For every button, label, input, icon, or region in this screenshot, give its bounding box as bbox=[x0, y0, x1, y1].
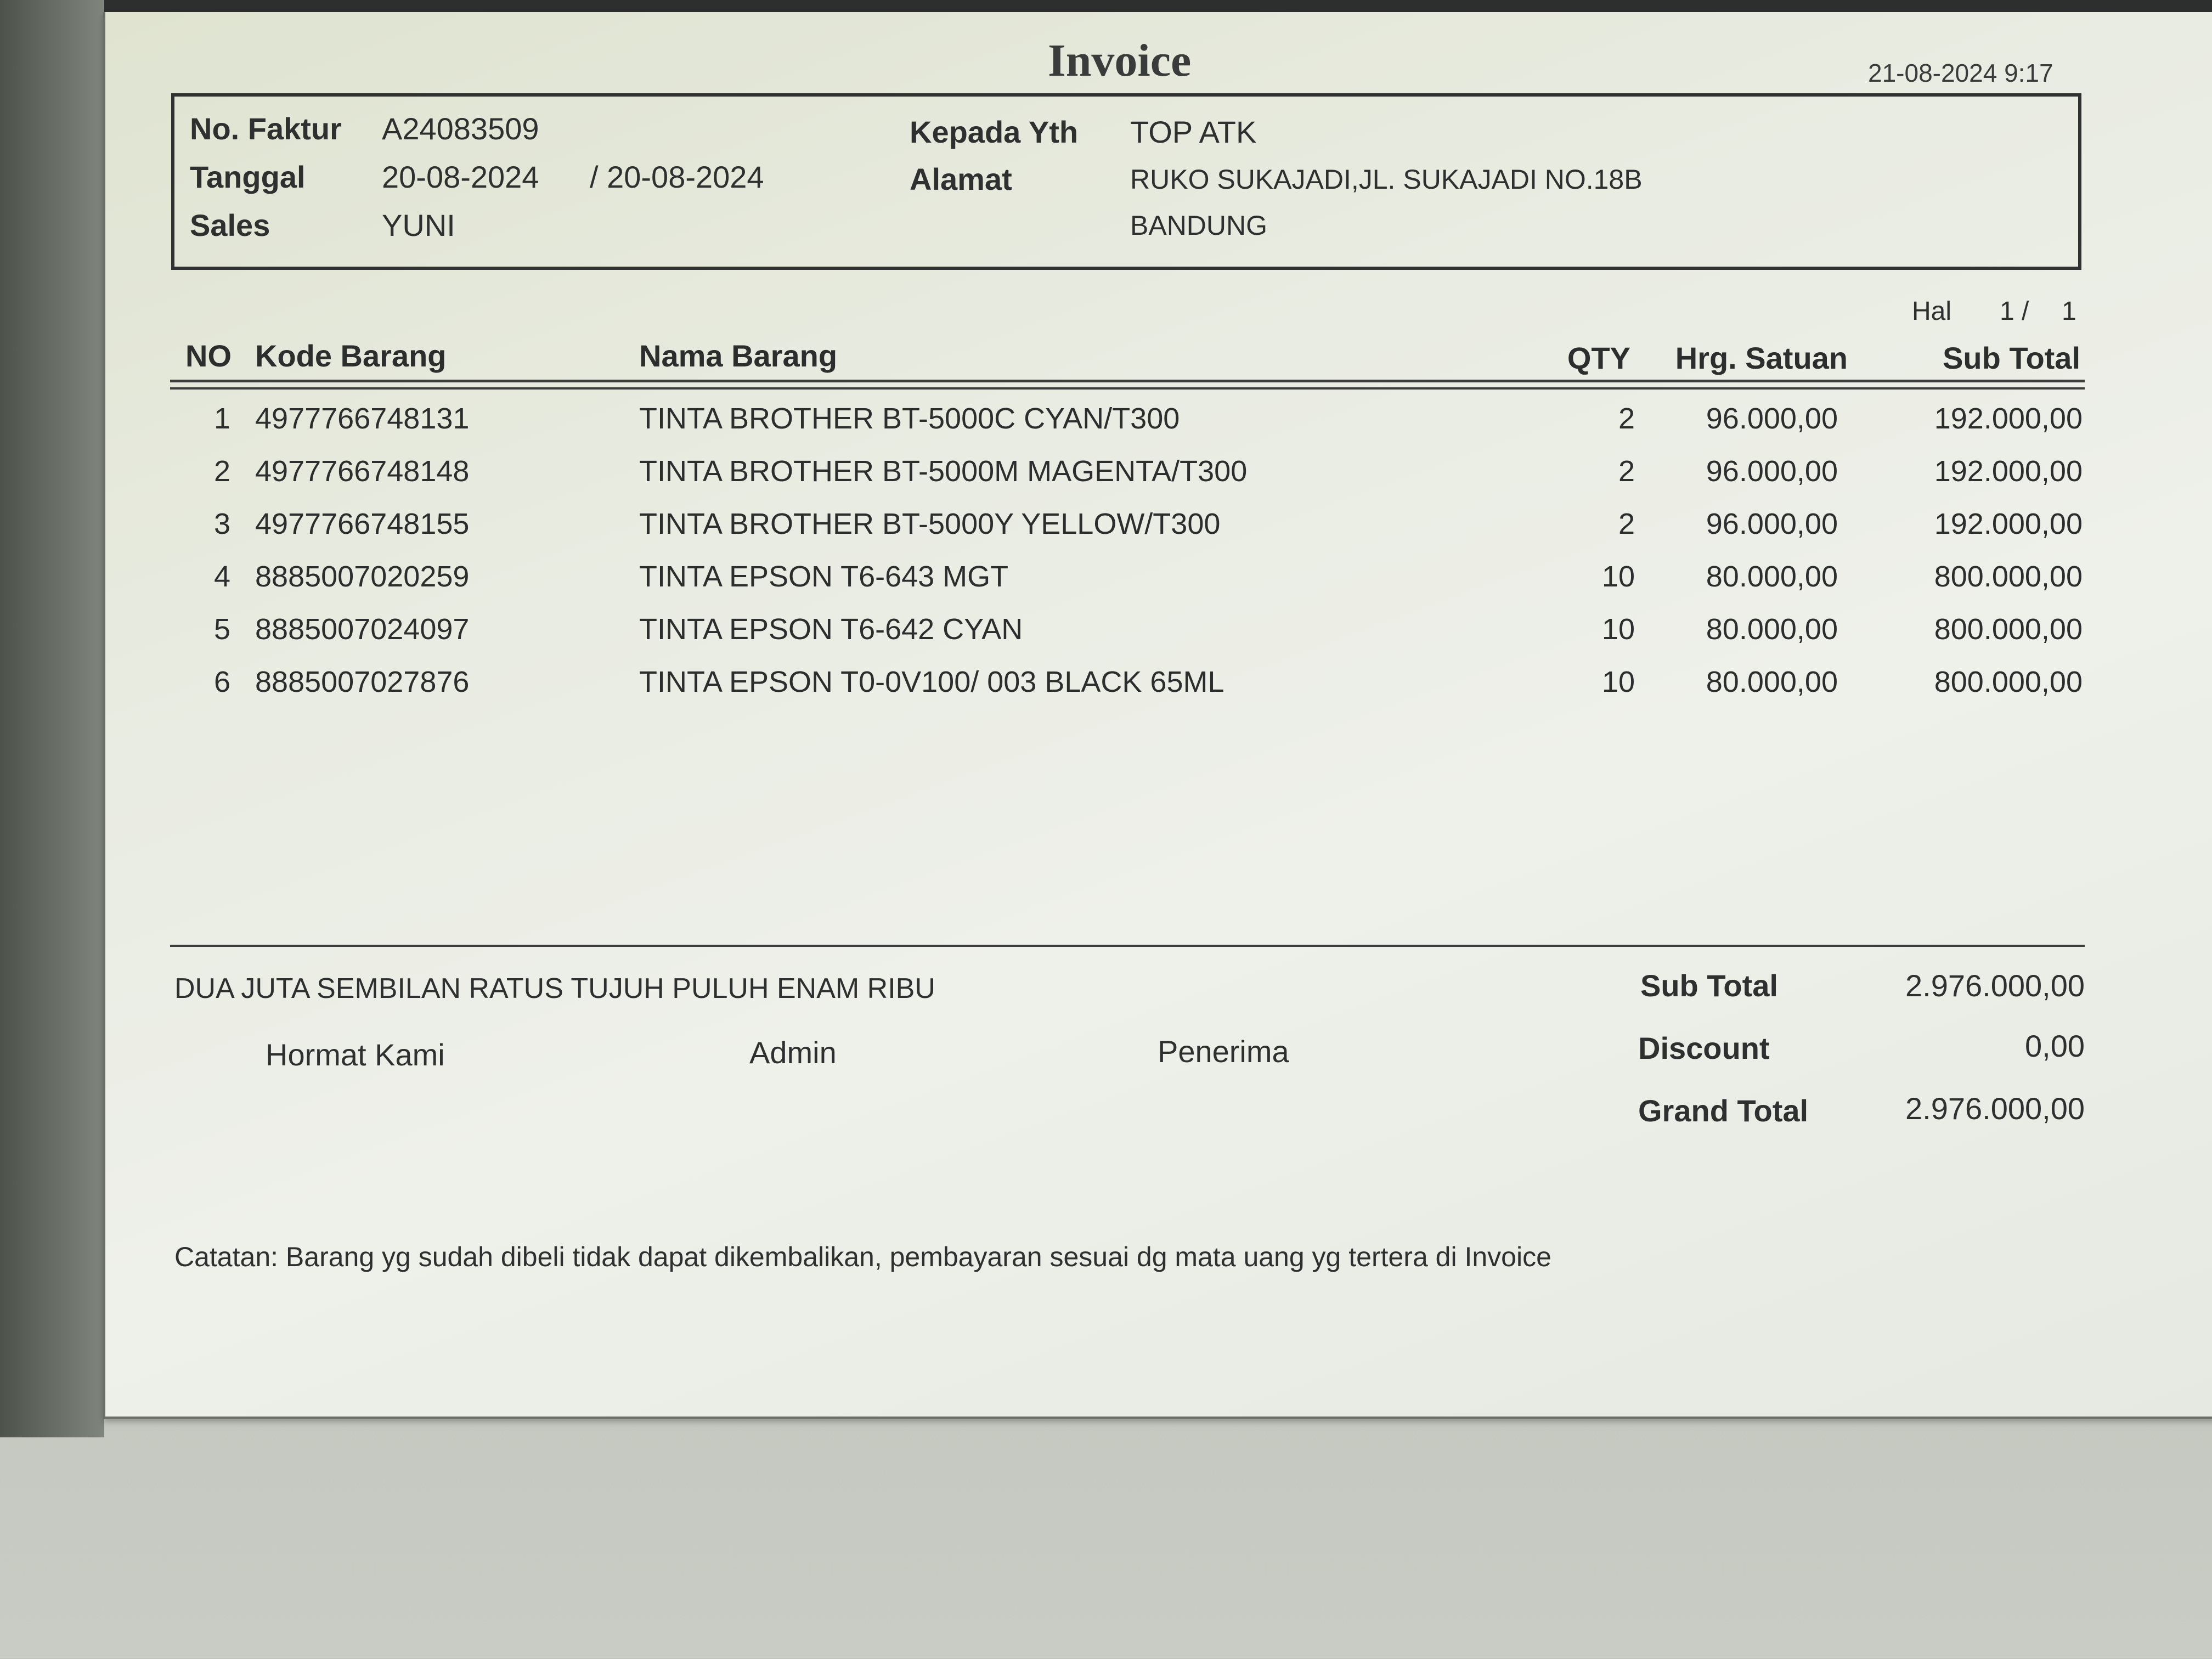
invoice-note: Catatan: Barang yg sudah dibeli tidak dapat dikembalikan, pembayaran sesuai dg mata uang yg tertera di Invoice bbox=[174, 1242, 1551, 1272]
row-qty: 2 bbox=[1618, 402, 1635, 435]
header-rule-top bbox=[170, 380, 2085, 382]
page-label: Hal bbox=[1912, 297, 1952, 326]
row-nama-barang: TINTA EPSON T0-0V100/ 003 BLACK 65ML bbox=[639, 665, 1224, 698]
alamat-line-2: BANDUNG bbox=[1130, 210, 1268, 241]
kepada-value: TOP ATK bbox=[1130, 115, 1257, 149]
column-header-qty: QTY bbox=[1567, 341, 1630, 375]
row-subtotal: 192.000,00 bbox=[1934, 402, 2083, 435]
row-no: 1 bbox=[213, 402, 230, 435]
row-subtotal: 800.000,00 bbox=[1934, 560, 2083, 593]
row-qty: 2 bbox=[1618, 507, 1635, 540]
row-harga-satuan: 80.000,00 bbox=[1706, 665, 1838, 698]
row-no: 4 bbox=[213, 560, 230, 593]
column-header-nama: Nama Barang bbox=[639, 338, 838, 373]
tanggal-due-value: / 20-08-2024 bbox=[590, 160, 764, 194]
row-kode-barang: 4977766748131 bbox=[255, 402, 470, 435]
sales-label: Sales bbox=[190, 208, 270, 242]
column-header-no: NO bbox=[185, 338, 232, 373]
row-kode-barang: 4977766748155 bbox=[255, 507, 470, 540]
column-header-harga: Hrg. Satuan bbox=[1675, 341, 1848, 375]
row-subtotal: 192.000,00 bbox=[1934, 507, 2083, 540]
row-nama-barang: TINTA EPSON T6-643 MGT bbox=[639, 560, 1009, 593]
row-harga-satuan: 96.000,00 bbox=[1706, 402, 1838, 435]
no-faktur-label: No. Faktur bbox=[190, 111, 342, 146]
header-rule-bottom bbox=[170, 387, 2085, 390]
alamat-label: Alamat bbox=[910, 162, 1012, 196]
row-nama-barang: TINTA BROTHER BT-5000Y YELLOW/T300 bbox=[639, 507, 1221, 540]
kepada-label: Kepada Yth bbox=[910, 115, 1079, 149]
row-nama-barang: TINTA BROTHER BT-5000C CYAN/T300 bbox=[639, 402, 1180, 435]
signature-admin: Admin bbox=[749, 1035, 837, 1070]
row-harga-satuan: 96.000,00 bbox=[1706, 507, 1838, 540]
row-harga-satuan: 80.000,00 bbox=[1706, 613, 1838, 646]
row-qty: 10 bbox=[1601, 665, 1635, 698]
subtotal-label: Sub Total bbox=[1640, 968, 1778, 1003]
signature-hormat-kami: Hormat Kami bbox=[266, 1037, 445, 1072]
row-harga-satuan: 96.000,00 bbox=[1706, 455, 1838, 488]
row-nama-barang: TINTA EPSON T6-642 CYAN bbox=[639, 613, 1023, 646]
row-no: 5 bbox=[213, 613, 230, 646]
row-qty: 2 bbox=[1618, 455, 1635, 488]
no-faktur-value: A24083509 bbox=[382, 111, 539, 146]
row-no: 2 bbox=[213, 455, 230, 488]
invoice-title: Invoice bbox=[1048, 35, 1192, 86]
row-harga-satuan: 80.000,00 bbox=[1706, 560, 1838, 593]
items-end-rule bbox=[170, 945, 2085, 947]
tanggal-value: 20-08-2024 bbox=[382, 160, 539, 194]
grand-total-label: Grand Total bbox=[1638, 1093, 1809, 1128]
row-kode-barang: 8885007024097 bbox=[255, 613, 470, 646]
column-header-kode: Kode Barang bbox=[255, 338, 447, 373]
row-subtotal: 192.000,00 bbox=[1934, 455, 2083, 488]
row-kode-barang: 8885007027876 bbox=[255, 665, 470, 698]
subtotal-value: 2.976.000,00 bbox=[1905, 968, 2085, 1003]
row-kode-barang: 8885007020259 bbox=[255, 560, 470, 593]
row-kode-barang: 4977766748148 bbox=[255, 455, 470, 488]
monitor-bezel-left bbox=[0, 0, 104, 1437]
page-current: 1 / bbox=[2000, 297, 2029, 326]
discount-value: 0,00 bbox=[2025, 1029, 2085, 1063]
page-total: 1 bbox=[2062, 297, 2076, 326]
alamat-line-1: RUKO SUKAJADI,JL. SUKAJADI NO.18B bbox=[1130, 164, 1643, 195]
row-no: 6 bbox=[213, 665, 230, 698]
row-qty: 10 bbox=[1601, 613, 1635, 646]
row-nama-barang: TINTA BROTHER BT-5000M MAGENTA/T300 bbox=[639, 455, 1248, 488]
signature-penerima: Penerima bbox=[1158, 1034, 1289, 1069]
column-header-subtotal: Sub Total bbox=[1943, 341, 2080, 375]
row-subtotal: 800.000,00 bbox=[1934, 613, 2083, 646]
amount-in-words: DUA JUTA SEMBILAN RATUS TUJUH PULUH ENAM RIBU bbox=[174, 973, 935, 1005]
row-no: 3 bbox=[213, 507, 230, 540]
row-subtotal: 800.000,00 bbox=[1934, 665, 2083, 698]
printed-timestamp: 21-08-2024 9:17 bbox=[1868, 59, 2053, 87]
discount-label: Discount bbox=[1638, 1031, 1770, 1065]
row-qty: 10 bbox=[1601, 560, 1635, 593]
sales-value: YUNI bbox=[382, 208, 455, 242]
tanggal-label: Tanggal bbox=[190, 160, 306, 194]
grand-total-value: 2.976.000,00 bbox=[1905, 1091, 2085, 1126]
